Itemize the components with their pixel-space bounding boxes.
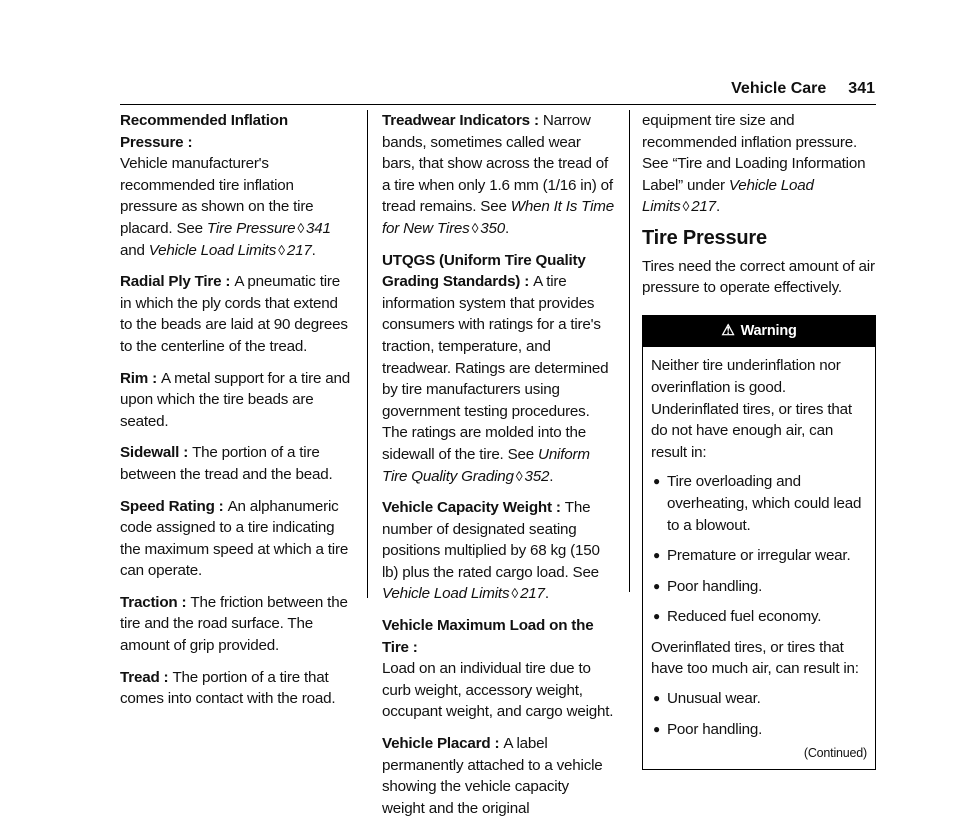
cross-reference-page[interactable]: 352 <box>524 467 550 485</box>
list-item: ● Reduced fuel economy. <box>651 606 867 628</box>
definition-term: Speed Rating <box>120 497 215 515</box>
definition-text: Load on an individual tire due to curb weight, accessory weight, occupant weight, and cargo weight. <box>382 660 614 721</box>
definition-entry: UTQGS (Uniform Tire Quality Grading Standards) : A tire information system that provides consumers with ratings for a tire's traction, temperature, and treadwear. Ratings are determined by tire manufacturers using government testing procedures. The ratings are molded into the sidewall of the tire. See Uniform Tire Quality Grading ◊ 352. <box>382 251 609 485</box>
page-reference-icon: ◊ <box>471 219 479 236</box>
definition-entry: Treadwear Indicators : Narrow bands, sometimes called wear bars, that show across the tread of a tire when only 1.6 mm (1/16 in) of tread remains. See When It Is Time for New Tires ◊ 350. <box>382 112 614 237</box>
warning-header <box>643 316 875 348</box>
definition-term: Tread <box>120 668 160 686</box>
page-reference-icon: ◊ <box>297 219 305 236</box>
section-heading: Tire Pressure <box>642 226 767 249</box>
definition-text: A tire information system that provides consumers with ratings for a tire's traction, temperature, and treadwear. Ratings are determined by tire manufacturers using government testing procedures. The ratings are molded into the sidewall of the tire. See <box>382 273 609 463</box>
bullet-icon: ● <box>653 578 661 593</box>
definition-entry: Tread : The portion of a tire that comes into contact with the road. <box>120 668 336 708</box>
bullet-icon: ● <box>653 548 661 563</box>
bullet-icon: ● <box>653 609 661 624</box>
page-reference-icon: ◊ <box>511 585 519 602</box>
warning-body <box>643 347 875 769</box>
warning-paragraph: Overinflated tires, or tires that have too much air, can result in: <box>651 638 859 678</box>
column-3 <box>642 110 876 770</box>
definition-text: Narrow bands, sometimes called wear bars, that show across the tread of a tire when only 1.6 mm (1/16 in) of tread remains. See <box>382 112 613 216</box>
continued-text: equipment tire size and recommended inflation pressure. See “Tire and Loading Information Label” under Vehicle Load Limits ◊ 217. <box>642 112 866 216</box>
definition-term: UTQGS (Uniform Tire Quality Grading Standards) <box>382 251 586 291</box>
definition-entry: Radial Ply Tire : A pneumatic tire in which the ply cords that extend to the beads are laid at 90 degrees to the centerline of the tread. <box>120 273 348 355</box>
list-item: ● Poor handling. <box>651 719 867 741</box>
definition-entry: Recommended Inflation Pressure : Vehicle manufacturer's recommended tire inflation pressure as shown on the tire placard. See Tire Pressure ◊ 341 and Vehicle Load Limits ◊ 217. <box>120 112 331 259</box>
warning-icon: ⚠ <box>721 321 735 339</box>
definition-text: The number of designated seating positions multiplied by 68 kg (150 lb) plus the rated cargo load. See <box>382 499 600 581</box>
column-divider <box>629 110 630 592</box>
definition-text: A pneumatic tire in which the ply cords that extend to the beads are laid at 90 degrees to the centerline of the tread. <box>120 273 348 355</box>
definition-entry: Vehicle Placard : A label permanently attached to a vehicle showing the vehicle capacity weight and the original <box>382 735 603 817</box>
list-item: ● Poor handling. <box>651 576 867 598</box>
cross-reference-link[interactable]: Vehicle Load Limits <box>148 241 277 259</box>
definition-entry: Traction : The friction between the tire and the road surface. The amount of grip provided. <box>120 593 348 655</box>
section-title: Vehicle Care <box>731 80 827 97</box>
bullet-icon: ● <box>653 474 661 489</box>
list-item: ● Unusual wear. <box>651 688 867 710</box>
header-rule <box>120 104 876 105</box>
warning-paragraph: Neither tire underinflation nor overinflation is good. Underinflated tires, or tires that do not have enough air, can result in: <box>651 357 852 461</box>
page-reference-icon: ◊ <box>278 241 285 258</box>
cross-reference-page[interactable]: 217 <box>286 241 312 259</box>
column-divider <box>367 110 368 598</box>
definition-text: The portion of a tire that comes into contact with the road. <box>120 668 336 708</box>
column-1 <box>120 110 352 720</box>
definition-term: Recommended Inflation Pressure <box>120 112 288 151</box>
cross-reference-page[interactable]: 217 <box>691 198 716 216</box>
definition-entry: Sidewall : The portion of a tire between the tread and the bead. <box>120 444 333 483</box>
definition-term: Vehicle Capacity Weight <box>382 499 552 517</box>
continued-label: (Continued) <box>803 746 867 761</box>
definition-term: Rim <box>120 369 149 387</box>
definition-text: Vehicle manufacturer's recommended tire inflation pressure as shown on the tire placard. See <box>120 155 314 237</box>
definition-entry: Vehicle Maximum Load on the Tire : Load on an individual tire due to curb weight, accessory weight, occupant weight, and cargo weight. <box>382 617 614 721</box>
definition-term: Vehicle Maximum Load on the Tire <box>382 617 594 656</box>
definition-term: Traction <box>120 593 178 611</box>
page-number: 341 <box>848 80 875 97</box>
warning-list <box>651 471 867 628</box>
definition-text: A metal support for a tire and upon which the tire beads are seated. <box>120 369 351 430</box>
warning-list <box>651 688 867 740</box>
cross-reference-link[interactable]: Vehicle Load Limits <box>382 585 510 603</box>
definition-text: An alphanumeric code assigned to a tire indicating the maximum speed at which a tire can operate. <box>120 497 349 580</box>
intro-paragraph: Tires need the correct amount of air pressure to operate effectively. <box>642 257 875 297</box>
definition-text: The friction between the tire and the road surface. The amount of grip provided. <box>120 593 348 655</box>
list-item: ● Premature or irregular wear. <box>651 545 867 567</box>
cross-reference-page[interactable]: 217 <box>520 585 545 603</box>
bullet-icon: ● <box>653 691 661 706</box>
definition-term: Sidewall <box>120 444 180 462</box>
cross-reference-page[interactable]: 350 <box>480 219 506 237</box>
list-item: ● Tire overloading and overheating, which could lead to a blowout. <box>653 473 862 534</box>
definition-term: Treadwear Indicators <box>382 112 530 129</box>
column-2 <box>382 110 614 829</box>
definition-term: Radial Ply Tire <box>120 273 222 291</box>
definition-entry: Speed Rating : An alphanumeric code assigned to a tire indicating the maximum speed at which a tire can operate. <box>120 497 349 580</box>
bullet-icon: ● <box>653 721 661 736</box>
definition-entry: Rim : A metal support for a tire and upon which the tire beads are seated. <box>120 369 351 430</box>
warning-title: Warning <box>740 322 797 339</box>
cross-reference-link[interactable]: Vehicle Load Limits <box>642 176 814 216</box>
definition-text: A label permanently attached to a vehicle showing the vehicle capacity weight and the original <box>382 735 603 817</box>
definition-term: Vehicle Placard <box>382 735 491 753</box>
cross-reference-link[interactable]: Tire Pressure <box>206 219 296 237</box>
page-header <box>731 80 875 98</box>
cross-reference-link[interactable]: Uniform Tire Quality Grading <box>382 445 590 485</box>
definition-entry: Vehicle Capacity Weight : The number of designated seating positions multiplied by 68 kg (150 lb) plus the rated cargo load. See Vehicle Load Limits ◊ 217. <box>382 499 600 603</box>
page-reference-icon: ◊ <box>682 198 690 215</box>
warning-box <box>642 315 876 770</box>
cross-reference-link[interactable]: When It Is Time for New Tires <box>382 198 614 237</box>
page-reference-icon: ◊ <box>515 467 523 484</box>
definition-text: The portion of a tire between the tread and the bead. <box>120 444 333 483</box>
cross-reference-page[interactable]: 341 <box>306 219 331 237</box>
